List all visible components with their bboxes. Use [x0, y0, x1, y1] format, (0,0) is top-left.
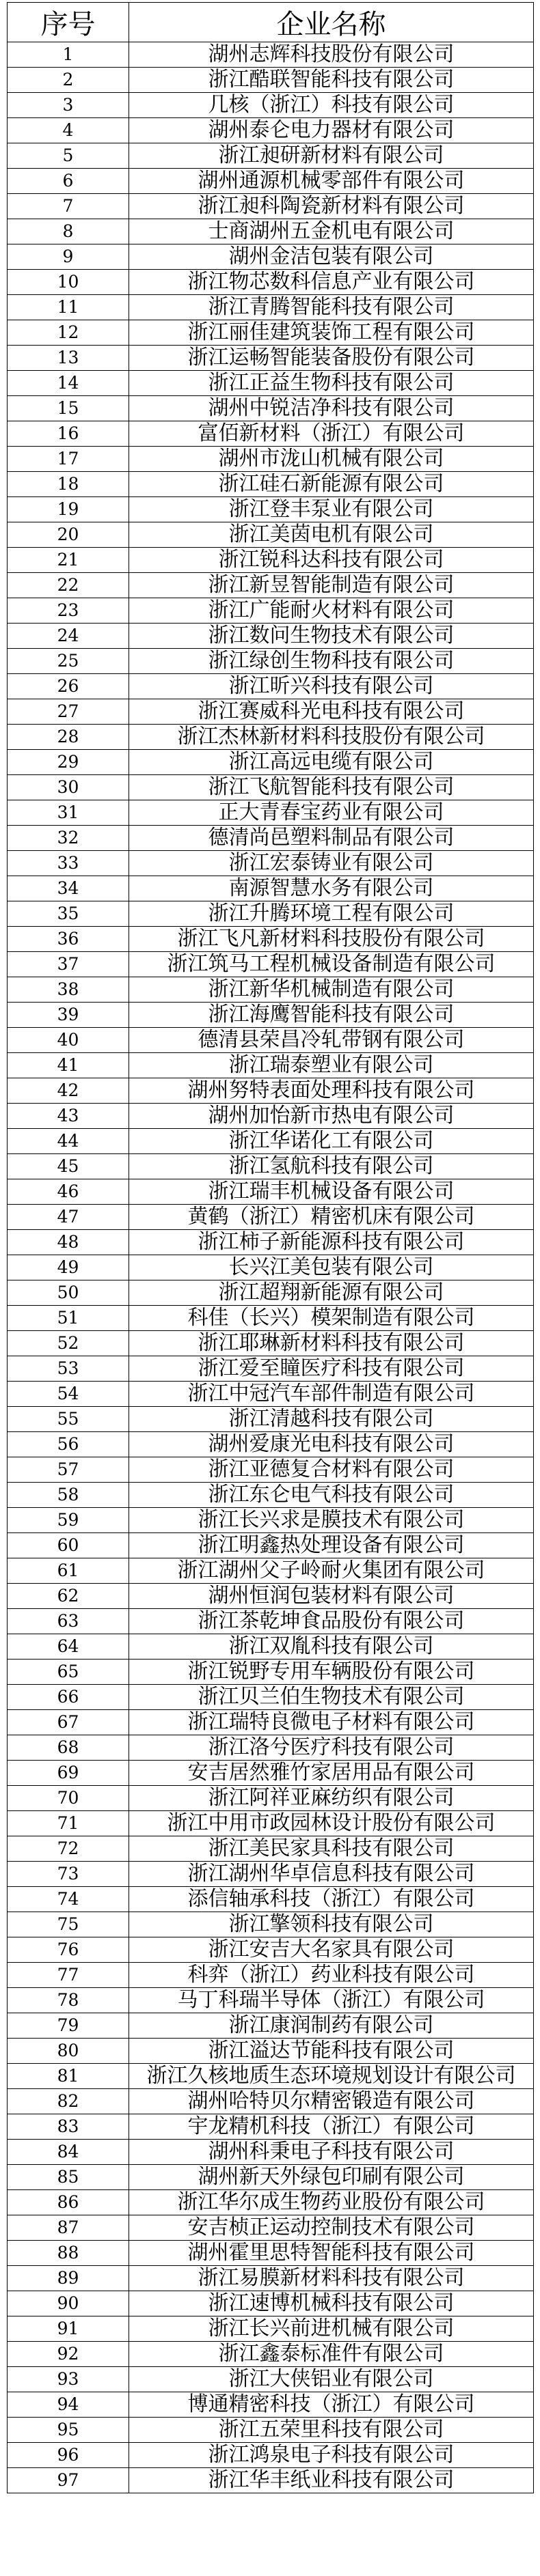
company-name: 浙江新昱智能制造有限公司	[129, 573, 534, 598]
company-name: 浙江湖州华卓信息科技有限公司	[129, 1862, 534, 1887]
company-name: 浙江华尔成生物药业股份有限公司	[129, 2190, 534, 2215]
table-row	[8, 1887, 534, 1912]
row-number: 62	[8, 1584, 129, 1609]
company-name: 湖州加怡新市热电有限公司	[129, 1104, 534, 1129]
company-name: 浙江阿祥亚麻纺织有限公司	[129, 1786, 534, 1811]
table-row	[8, 826, 534, 851]
table-row	[8, 573, 534, 598]
row-number: 26	[8, 674, 129, 699]
table-row	[8, 1078, 534, 1104]
company-name: 浙江茶乾坤食品股份有限公司	[129, 1609, 534, 1634]
company-name: 浙江中用市政园林设计股份有限公司	[129, 1811, 534, 1836]
company-name: 浙江超翔新能源有限公司	[129, 1280, 534, 1306]
table-row	[8, 2190, 534, 2215]
table-row	[8, 1634, 534, 1660]
table-row	[8, 1407, 534, 1432]
table-row	[8, 1255, 534, 1280]
company-name: 浙江速博机械科技有限公司	[129, 2291, 534, 2316]
table-row	[8, 2443, 534, 2468]
row-number: 19	[8, 497, 129, 522]
table-row	[8, 927, 534, 952]
table-row	[8, 346, 534, 371]
table-row	[8, 775, 534, 800]
table-row	[8, 2140, 534, 2165]
company-name: 浙江瑞泰塑业有限公司	[129, 1053, 534, 1078]
table-row	[8, 421, 534, 447]
company-name: 宇龙精机科技（浙江）有限公司	[129, 2114, 534, 2140]
table-row	[8, 2039, 534, 2064]
row-number: 55	[8, 1407, 129, 1432]
table-row	[8, 1811, 534, 1836]
table-row	[8, 1862, 534, 1887]
table-row	[8, 977, 534, 1003]
row-number: 12	[8, 320, 129, 346]
company-name: 浙江锐野专用车辆股份有限公司	[129, 1660, 534, 1685]
row-number: 50	[8, 1280, 129, 1306]
company-name: 科弈（浙江）药业科技有限公司	[129, 1963, 534, 1988]
row-number: 51	[8, 1306, 129, 1331]
company-name: 浙江运畅智能装备股份有限公司	[129, 346, 534, 371]
company-name: 浙江明鑫热处理设备有限公司	[129, 1533, 534, 1558]
row-number: 67	[8, 1710, 129, 1735]
row-number: 84	[8, 2140, 129, 2165]
table-row	[8, 2266, 534, 2291]
row-number: 72	[8, 1836, 129, 1862]
table-row	[8, 118, 534, 143]
table-row	[8, 472, 534, 497]
company-name: 浙江飞航智能科技有限公司	[129, 775, 534, 800]
row-number: 16	[8, 421, 129, 447]
row-number: 66	[8, 1685, 129, 1710]
company-name: 浙江爱至瞳医疗科技有限公司	[129, 1356, 534, 1382]
row-number: 23	[8, 598, 129, 624]
company-name: 长兴江美包装有限公司	[129, 1255, 534, 1280]
row-number: 82	[8, 2089, 129, 2114]
table-row	[8, 1937, 534, 1963]
table-row	[8, 2165, 534, 2190]
row-number: 15	[8, 396, 129, 421]
company-name: 湖州恒润包装材料有限公司	[129, 1584, 534, 1609]
company-name: 浙江溢达节能科技有限公司	[129, 2039, 534, 2064]
table-row	[8, 1558, 534, 1584]
table-row	[8, 1154, 534, 1179]
row-number: 60	[8, 1533, 129, 1558]
table-row	[8, 548, 534, 573]
row-number: 88	[8, 2241, 129, 2266]
table-row	[8, 2215, 534, 2241]
table-row	[8, 1179, 534, 1205]
table-row	[8, 1003, 534, 1028]
row-number: 30	[8, 775, 129, 800]
company-name: 浙江昕兴科技有限公司	[129, 674, 534, 699]
table-row	[8, 876, 534, 901]
company-name: 浙江亚德复合材料有限公司	[129, 1457, 534, 1483]
company-name: 浙江海鹰智能科技有限公司	[129, 1003, 534, 1028]
row-number: 27	[8, 699, 129, 725]
row-number: 13	[8, 346, 129, 371]
table-row	[8, 522, 534, 548]
company-name: 几核（浙江）科技有限公司	[129, 93, 534, 118]
company-name: 湖州中锐洁净科技有限公司	[129, 396, 534, 421]
company-name: 浙江耶琳新材料科技有限公司	[129, 1331, 534, 1356]
company-name: 浙江杰林新材料科技股份有限公司	[129, 725, 534, 750]
company-name: 浙江贝兰伯生物技术有限公司	[129, 1685, 534, 1710]
company-name: 浙江易膜新材料科技有限公司	[129, 2266, 534, 2291]
row-number: 41	[8, 1053, 129, 1078]
row-number: 52	[8, 1331, 129, 1356]
company-name: 正大青春宝药业有限公司	[129, 800, 534, 826]
row-number: 20	[8, 522, 129, 548]
row-number: 24	[8, 624, 129, 649]
company-name: 浙江丽佳建筑装饰工程有限公司	[129, 320, 534, 346]
row-number: 48	[8, 1230, 129, 1255]
table-row	[8, 1735, 534, 1761]
table-header	[8, 3, 534, 42]
row-number: 97	[8, 2468, 129, 2493]
header-row	[8, 3, 534, 42]
company-name: 浙江升腾环境工程有限公司	[129, 901, 534, 927]
table-row	[8, 42, 534, 68]
row-number: 25	[8, 649, 129, 674]
company-name: 浙江鸿泉电子科技有限公司	[129, 2443, 534, 2468]
row-number: 10	[8, 270, 129, 295]
table-row	[8, 2241, 534, 2266]
row-number: 45	[8, 1154, 129, 1179]
table-row	[8, 1028, 534, 1053]
company-name: 安吉居然雅竹家居用品有限公司	[129, 1761, 534, 1786]
table-row	[8, 1457, 534, 1483]
table-row	[8, 93, 534, 118]
row-number: 22	[8, 573, 129, 598]
row-number: 64	[8, 1634, 129, 1660]
table-row	[8, 1053, 534, 1078]
row-number: 81	[8, 2064, 129, 2089]
company-name: 浙江筑马工程机械设备制造有限公司	[129, 952, 534, 977]
company-name: 浙江瑞特良微电子材料有限公司	[129, 1710, 534, 1735]
company-name: 浙江双胤科技有限公司	[129, 1634, 534, 1660]
company-name: 浙江长兴求是膜技术有限公司	[129, 1508, 534, 1533]
table-row	[8, 447, 534, 472]
row-number: 36	[8, 927, 129, 952]
row-number: 54	[8, 1382, 129, 1407]
company-name: 浙江登丰泵业有限公司	[129, 497, 534, 522]
row-number: 57	[8, 1457, 129, 1483]
row-number: 95	[8, 2418, 129, 2443]
row-number: 73	[8, 1862, 129, 1887]
company-name: 湖州霍里思特智能科技有限公司	[129, 2241, 534, 2266]
company-name: 浙江擎领科技有限公司	[129, 1912, 534, 1937]
company-name: 富佰新材料（浙江）有限公司	[129, 421, 534, 447]
table-row	[8, 1660, 534, 1685]
company-name: 德清县荣昌冷轧带钢有限公司	[129, 1028, 534, 1053]
row-number: 59	[8, 1508, 129, 1533]
company-name: 湖州哈特贝尔精密锻造有限公司	[129, 2089, 534, 2114]
row-number: 75	[8, 1912, 129, 1937]
row-number: 53	[8, 1356, 129, 1382]
company-name: 浙江久核地质生态环境规划设计有限公司	[129, 2064, 534, 2089]
company-name: 浙江华丰纸业科技有限公司	[129, 2468, 534, 2493]
table-row	[8, 1533, 534, 1558]
table-row	[8, 2064, 534, 2089]
table-row	[8, 1836, 534, 1862]
row-number: 77	[8, 1963, 129, 1988]
company-name: 浙江华诺化工有限公司	[129, 1129, 534, 1154]
company-table	[7, 2, 534, 2493]
company-name: 马丁科瑞半导体（浙江）有限公司	[129, 1988, 534, 2013]
company-name: 浙江新华机械制造有限公司	[129, 977, 534, 1003]
row-number: 44	[8, 1129, 129, 1154]
table-row	[8, 2291, 534, 2316]
table-row	[8, 143, 534, 169]
company-name: 博通精密科技（浙江）有限公司	[129, 2392, 534, 2418]
table-row	[8, 1306, 534, 1331]
table-row	[8, 270, 534, 295]
table-row	[8, 2013, 534, 2039]
company-name: 浙江飞凡新材料科技股份有限公司	[129, 927, 534, 952]
company-name: 浙江美民家具科技有限公司	[129, 1836, 534, 1862]
row-number: 1	[8, 42, 129, 68]
row-number: 46	[8, 1179, 129, 1205]
table-row	[8, 1685, 534, 1710]
table-row	[8, 1331, 534, 1356]
row-number: 61	[8, 1558, 129, 1584]
table-row	[8, 1963, 534, 1988]
row-number: 49	[8, 1255, 129, 1280]
table-row	[8, 219, 534, 244]
row-number: 40	[8, 1028, 129, 1053]
row-number: 71	[8, 1811, 129, 1836]
company-name: 湖州爱康光电科技有限公司	[129, 1432, 534, 1457]
row-number: 69	[8, 1761, 129, 1786]
table-body	[8, 42, 534, 2493]
company-name: 浙江高远电缆有限公司	[129, 750, 534, 775]
company-name: 湖州通源机械零部件有限公司	[129, 169, 534, 194]
company-name: 浙江酷联智能科技有限公司	[129, 68, 534, 93]
table-row	[8, 1609, 534, 1634]
row-number: 85	[8, 2165, 129, 2190]
table-row	[8, 2316, 534, 2342]
table-row	[8, 1356, 534, 1382]
table-row	[8, 674, 534, 699]
row-number: 56	[8, 1432, 129, 1457]
row-number: 94	[8, 2392, 129, 2418]
table-row	[8, 1483, 534, 1508]
company-name: 湖州努特表面处理科技有限公司	[129, 1078, 534, 1104]
row-number: 86	[8, 2190, 129, 2215]
company-name: 浙江广能耐火材料有限公司	[129, 598, 534, 624]
company-name: 浙江绿创生物科技有限公司	[129, 649, 534, 674]
table-row	[8, 699, 534, 725]
company-name: 浙江康润制药有限公司	[129, 2013, 534, 2039]
row-number: 38	[8, 977, 129, 1003]
row-number: 32	[8, 826, 129, 851]
company-name: 湖州科秉电子科技有限公司	[129, 2140, 534, 2165]
company-name: 浙江数问生物技术有限公司	[129, 624, 534, 649]
table-row	[8, 952, 534, 977]
row-number: 33	[8, 851, 129, 876]
row-number: 42	[8, 1078, 129, 1104]
table-row	[8, 1912, 534, 1937]
company-name: 黄鹤（浙江）精密机床有限公司	[129, 1205, 534, 1230]
row-number: 83	[8, 2114, 129, 2140]
table-row	[8, 2367, 534, 2392]
company-name: 浙江瑞丰机械设备有限公司	[129, 1179, 534, 1205]
row-number: 31	[8, 800, 129, 826]
table-row	[8, 295, 534, 320]
table-row	[8, 2392, 534, 2418]
table-row	[8, 750, 534, 775]
company-name: 浙江长兴前进机械有限公司	[129, 2316, 534, 2342]
table-row	[8, 169, 534, 194]
table-row	[8, 1205, 534, 1230]
row-number: 89	[8, 2266, 129, 2291]
header-number: 序号	[8, 3, 129, 42]
row-number: 70	[8, 1786, 129, 1811]
table-row	[8, 1432, 534, 1457]
company-name: 浙江柿子新能源科技有限公司	[129, 1230, 534, 1255]
row-number: 58	[8, 1483, 129, 1508]
company-name: 浙江美茵电机有限公司	[129, 522, 534, 548]
company-name: 浙江中冠汽车部件制造有限公司	[129, 1382, 534, 1407]
table-row	[8, 598, 534, 624]
row-number: 5	[8, 143, 129, 169]
row-number: 7	[8, 194, 129, 219]
company-name: 浙江昶研新材料有限公司	[129, 143, 534, 169]
company-name: 浙江氢航科技有限公司	[129, 1154, 534, 1179]
row-number: 11	[8, 295, 129, 320]
table-row	[8, 1104, 534, 1129]
company-name: 浙江大侠铝业有限公司	[129, 2367, 534, 2392]
table-row	[8, 497, 534, 522]
table-row	[8, 68, 534, 93]
table-row	[8, 624, 534, 649]
table-row	[8, 396, 534, 421]
row-number: 9	[8, 244, 129, 270]
table-row	[8, 1584, 534, 1609]
row-number: 68	[8, 1735, 129, 1761]
table-row	[8, 851, 534, 876]
table-row	[8, 2114, 534, 2140]
row-number: 76	[8, 1937, 129, 1963]
table-row	[8, 2089, 534, 2114]
row-number: 34	[8, 876, 129, 901]
table-row	[8, 2468, 534, 2493]
row-number: 18	[8, 472, 129, 497]
company-name: 浙江东仑电气科技有限公司	[129, 1483, 534, 1508]
table-row	[8, 649, 534, 674]
row-number: 4	[8, 118, 129, 143]
row-number: 37	[8, 952, 129, 977]
row-number: 14	[8, 371, 129, 396]
row-number: 87	[8, 2215, 129, 2241]
company-name: 湖州志辉科技股份有限公司	[129, 42, 534, 68]
row-number: 93	[8, 2367, 129, 2392]
company-name: 浙江正益生物科技有限公司	[129, 371, 534, 396]
row-number: 96	[8, 2443, 129, 2468]
company-name: 德清尚邑塑料制品有限公司	[129, 826, 534, 851]
row-number: 43	[8, 1104, 129, 1129]
company-name: 浙江赛威科光电科技有限公司	[129, 699, 534, 725]
row-number: 21	[8, 548, 129, 573]
row-number: 35	[8, 901, 129, 927]
row-number: 6	[8, 169, 129, 194]
table-row	[8, 2342, 534, 2367]
row-number: 74	[8, 1887, 129, 1912]
table-row	[8, 1129, 534, 1154]
table-row	[8, 194, 534, 219]
row-number: 2	[8, 68, 129, 93]
company-name: 南源智慧水务有限公司	[129, 876, 534, 901]
company-name: 湖州市泷山机械有限公司	[129, 447, 534, 472]
row-number: 39	[8, 1003, 129, 1028]
row-number: 3	[8, 93, 129, 118]
company-name: 浙江昶科陶瓷新材料有限公司	[129, 194, 534, 219]
table-row	[8, 1382, 534, 1407]
table-row	[8, 1230, 534, 1255]
header-company-name: 企业名称	[129, 3, 534, 42]
row-number: 90	[8, 2291, 129, 2316]
company-name: 湖州泰仑电力器材有限公司	[129, 118, 534, 143]
row-number: 78	[8, 1988, 129, 2013]
row-number: 80	[8, 2039, 129, 2064]
table-row	[8, 901, 534, 927]
company-name: 科佳（长兴）模架制造有限公司	[129, 1306, 534, 1331]
company-name: 添信轴承科技（浙江）有限公司	[129, 1887, 534, 1912]
row-number: 17	[8, 447, 129, 472]
row-number: 63	[8, 1609, 129, 1634]
row-number: 47	[8, 1205, 129, 1230]
company-name: 浙江鑫泰标准件有限公司	[129, 2342, 534, 2367]
row-number: 29	[8, 750, 129, 775]
table-row	[8, 800, 534, 826]
row-number: 92	[8, 2342, 129, 2367]
company-name: 士商湖州五金机电有限公司	[129, 219, 534, 244]
table-row	[8, 1761, 534, 1786]
company-name: 浙江硅石新能源有限公司	[129, 472, 534, 497]
table-row	[8, 2418, 534, 2443]
company-name: 浙江物芯数科信息产业有限公司	[129, 270, 534, 295]
table-row	[8, 320, 534, 346]
table-row	[8, 1786, 534, 1811]
company-name: 浙江洛兮医疗科技有限公司	[129, 1735, 534, 1761]
row-number: 28	[8, 725, 129, 750]
table-row	[8, 1710, 534, 1735]
company-name: 浙江锐科达科技有限公司	[129, 548, 534, 573]
table-row	[8, 725, 534, 750]
table-row	[8, 1280, 534, 1306]
row-number: 79	[8, 2013, 129, 2039]
row-number: 91	[8, 2316, 129, 2342]
company-name: 湖州金洁包装有限公司	[129, 244, 534, 270]
company-name: 浙江五荣里科技有限公司	[129, 2418, 534, 2443]
table-row	[8, 244, 534, 270]
company-name: 浙江宏泰铸业有限公司	[129, 851, 534, 876]
company-name: 安吉桢正运动控制技术有限公司	[129, 2215, 534, 2241]
company-name: 浙江青腾智能科技有限公司	[129, 295, 534, 320]
company-name: 浙江湖州父子岭耐火集团有限公司	[129, 1558, 534, 1584]
company-name: 浙江安吉大名家具有限公司	[129, 1937, 534, 1963]
row-number: 65	[8, 1660, 129, 1685]
table-row	[8, 371, 534, 396]
row-number: 8	[8, 219, 129, 244]
company-name: 湖州新天外绿包印刷有限公司	[129, 2165, 534, 2190]
table-row	[8, 1988, 534, 2013]
company-name: 浙江清越科技有限公司	[129, 1407, 534, 1432]
table-row	[8, 1508, 534, 1533]
